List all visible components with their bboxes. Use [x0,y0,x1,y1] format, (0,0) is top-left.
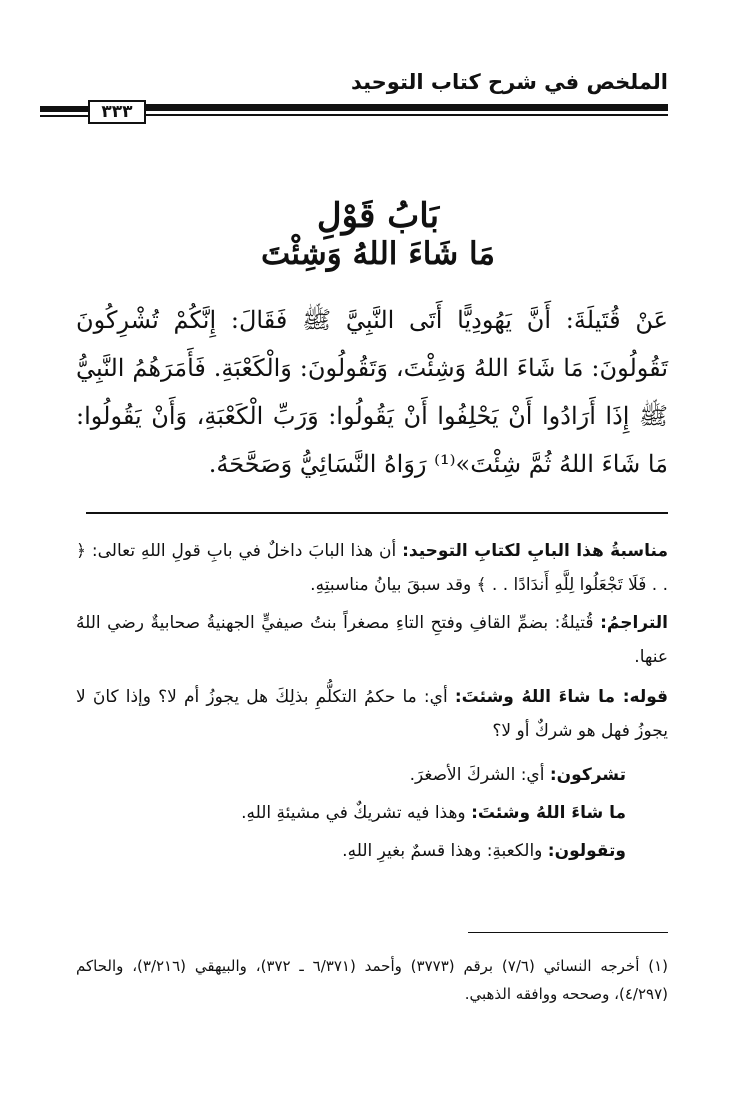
chapter-title-line2: مَا شَاءَ اللهُ وَشِئْتَ [260,236,496,272]
paragraph-text: أن هذا البابَ داخلٌ في بابِ قولِ اللهِ تعالى: ﴿ . . فَلَا تَجْعَلُوا لِلَّهِ أَندَادًا . . ﴾ وقد سبقَ بيانُ مناسبتِهِ. [76,541,668,595]
hadith-text: عَنْ قُتَيلَةَ: أَنَّ يَهُودِيًّا أَتَى النَّبِيَّ ﷺ فَقَالَ: إِنَّكُمْ تُشْرِكُونَ تَقُولُونَ: مَا شَاءَ اللهُ وَشِئْتَ، وَتَقُولُونَ: وَالْكَعْبَةِ. فَأَمَرَهُمُ النَّبِيُّ ﷺ إِذَا أَرَادُوا أَنْ يَحْلِفُوا أَنْ يَقُولُوا: وَرَبِّ الْكَعْبَةِ، وَأَنْ يَقُولُوا: مَا شَاءَ اللهُ ثُمَّ شِئْتَ»⁽¹⁾ رَوَاهُ النَّسَائِيُّ وَصَحَّحَهُ. [76,306,668,478]
header-dash [40,106,90,112]
paragraph-text: أي: الشركَ الأصغرَ. [409,765,550,785]
paragraph-label: تشركون: [549,765,626,785]
paragraph-label: ما شاءَ اللهُ وشئتَ: [471,803,626,823]
header-dash-thin [40,115,90,117]
paragraph-text: قُتيلةُ: بضمِّ القافِ وفتحِ التاءِ مصغراً بنتُ صيفيٍّ الجهنيةُ صحابيةٌ رضي اللهُ عنها. [76,613,668,667]
commentary-paragraph [66,796,626,830]
paragraph-text: وهذا فيه تشريكٌ في مشيئةِ اللهِ. [241,803,472,823]
footnote: (١) أخرجه النسائي (٧/٦) برقم (٣٧٧٣) وأحمد (٦/٣٧١ ـ ٣٧٢)، والبيهقي (٣/٢١٦)، والحاكم (٤/٢٩٧)، وصححه ووافقه الذهبي. [76,957,668,1003]
commentary-paragraph [76,680,668,748]
paragraph-text: والكعبةِ: وهذا قسمٌ بغيرِ اللهِ. [342,841,548,861]
paragraph-label: قوله: ما شاءَ اللهُ وشئتَ: [454,687,668,707]
paragraph-label: وتقولون: [547,841,626,861]
commentary-paragraph [66,834,626,868]
paragraph-text: أي: ما حكمُ التكلُّمِ بذلِكَ هل يجوزُ أم لا؟ وإذا كانَ لا يجوزُ فهل هو شركٌ أو لا؟ [76,687,668,741]
section-separator [86,512,668,514]
header-rule-thin [100,114,668,116]
commentary-paragraph [76,534,668,602]
footnote-rule [468,932,668,933]
header-rule-thick [100,104,668,111]
commentary-paragraph [76,606,668,674]
running-title: الملخص في شرح كتاب التوحيد [350,70,668,94]
paragraph-label: مناسبةُ هذا البابِ لكتابِ التوحيد: [402,541,668,561]
chapter-title-line1: بَابُ قَوْلِ [316,196,440,236]
page-number: ٣٣٣ [88,100,146,124]
paragraph-label: التراجمُ: [600,613,668,633]
commentary-paragraph [66,758,626,792]
